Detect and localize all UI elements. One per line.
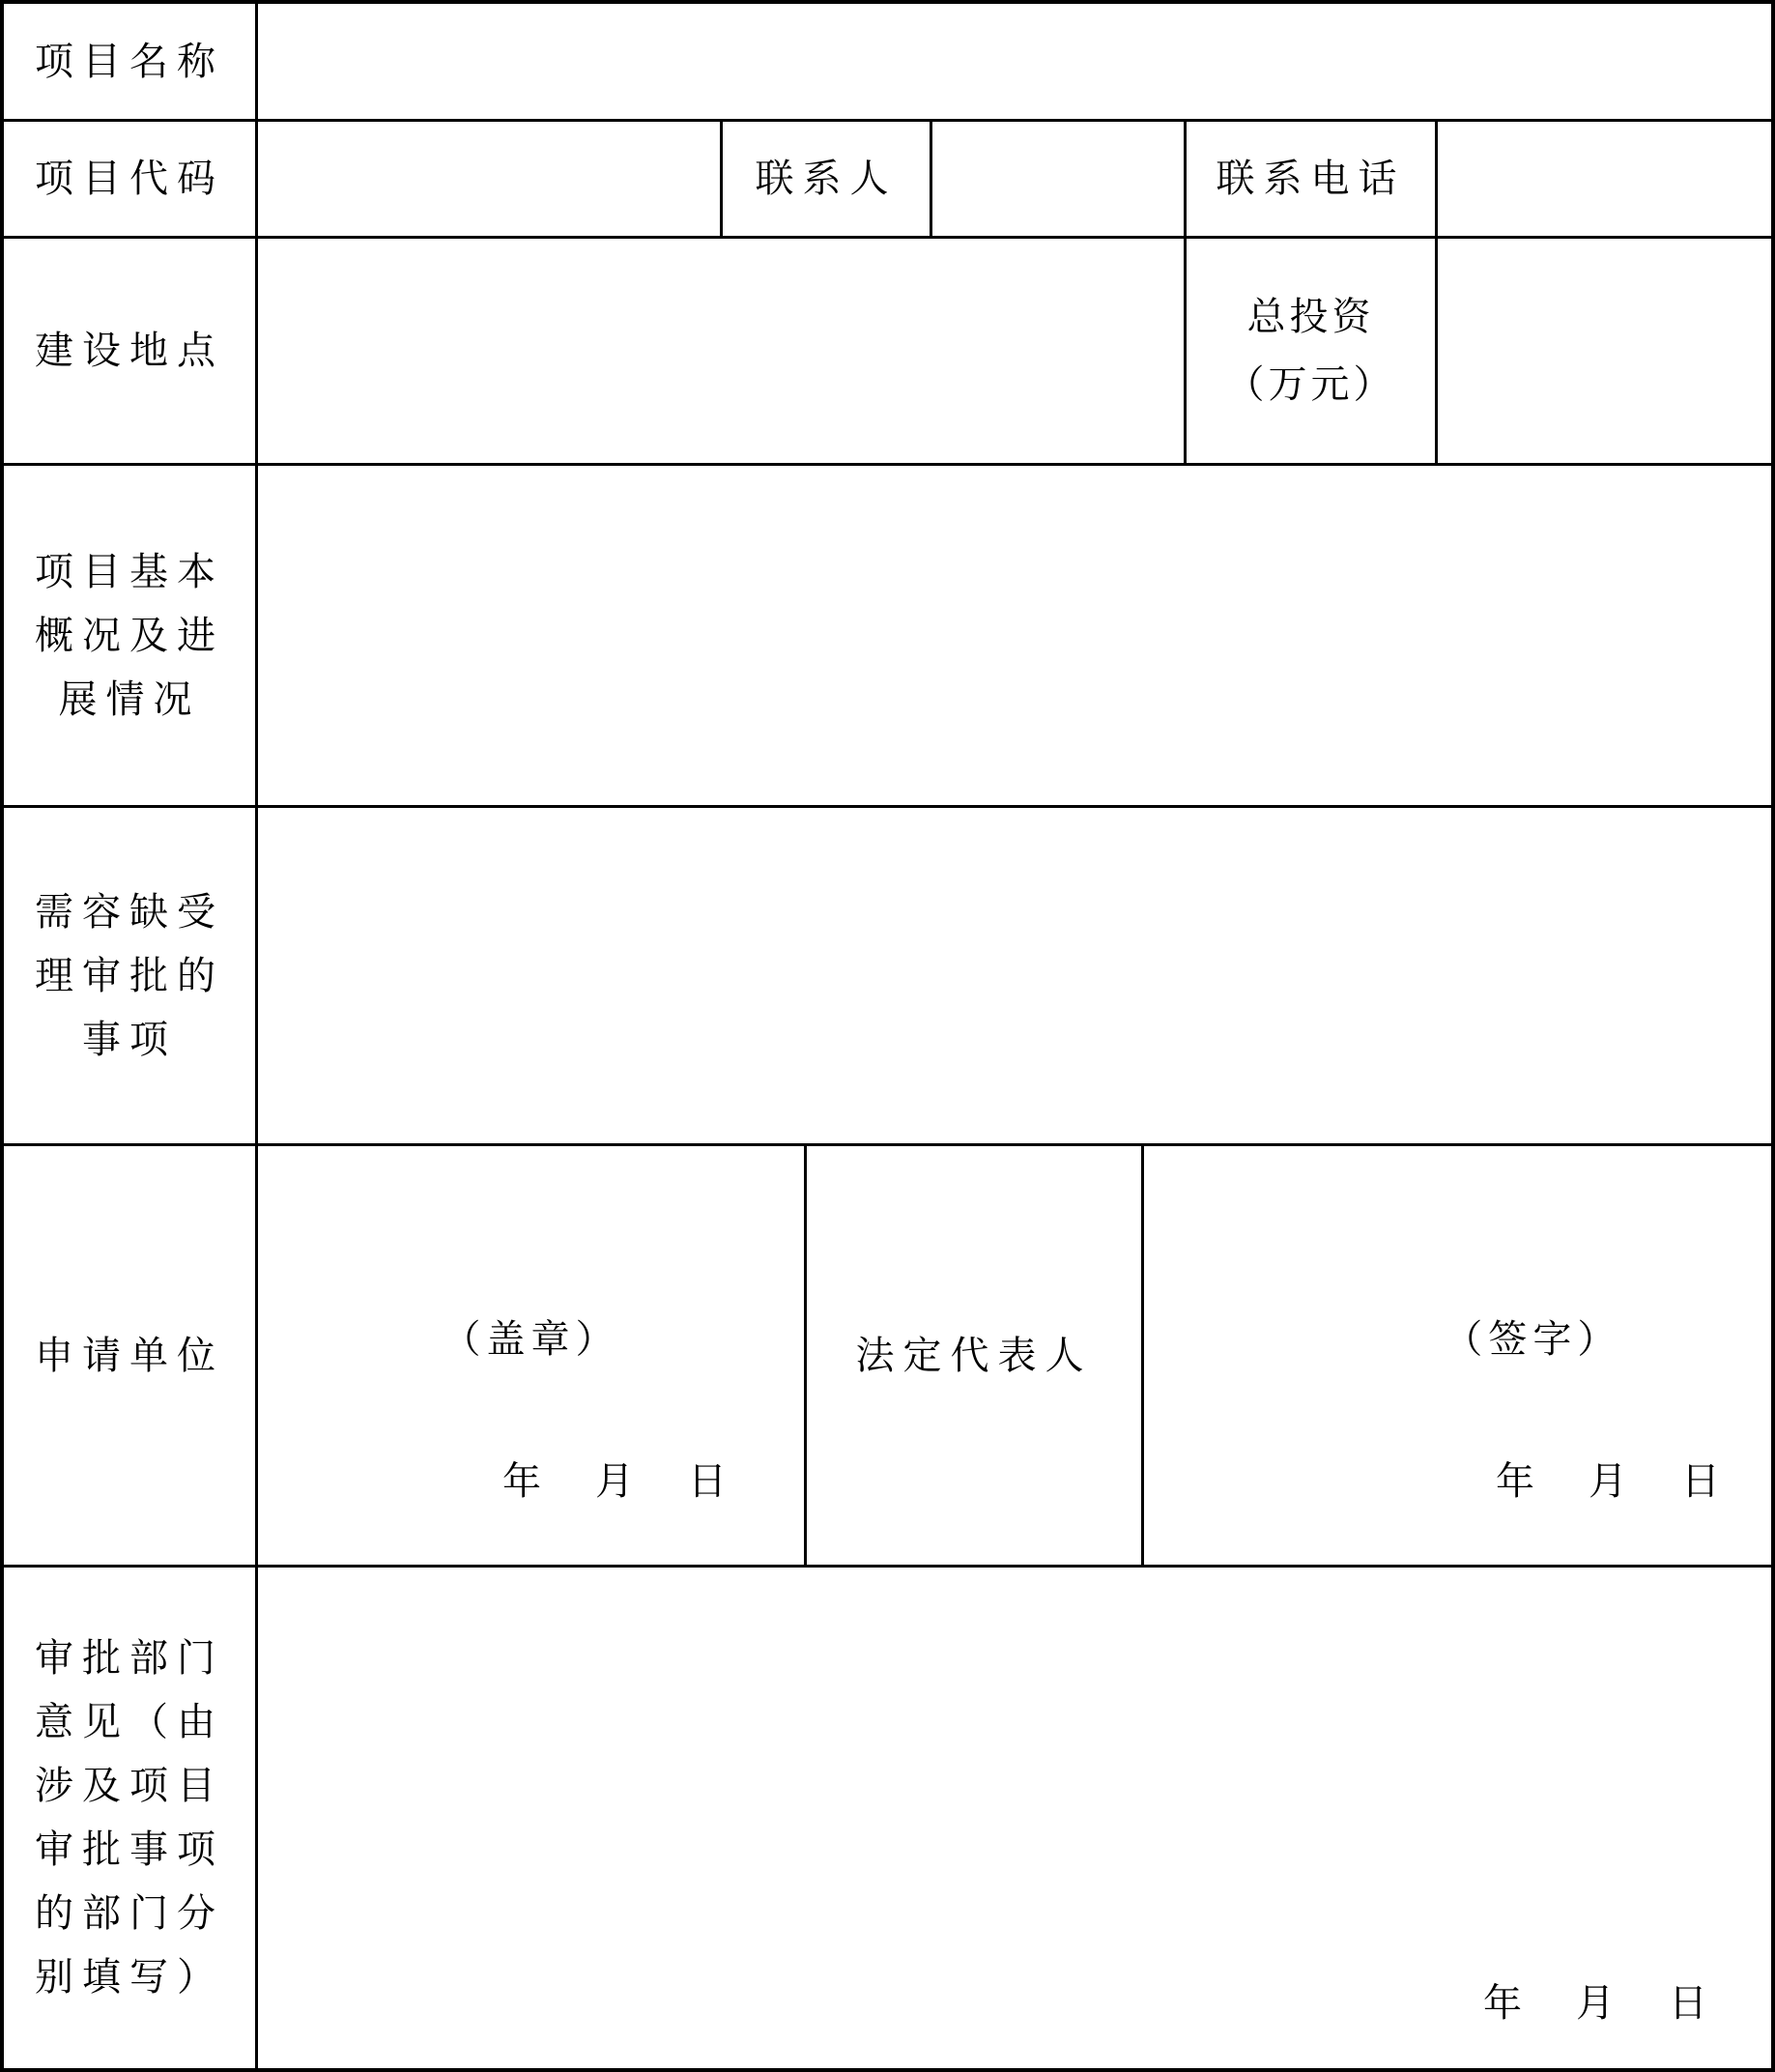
row-project-code xyxy=(4,122,1771,239)
row-project-name xyxy=(4,4,1771,122)
location-label: 建设地点 xyxy=(35,329,224,372)
approval-label: 审批部门意见（由涉及项目审批事项的部门分别填写） xyxy=(35,1636,224,1999)
legal-rep-label-cell xyxy=(807,1146,1144,1565)
location-input-cell[interactable] xyxy=(258,239,1187,463)
applicant-label-cell xyxy=(4,1146,258,1565)
project-code-input-cell[interactable] xyxy=(258,122,723,236)
project-name-label: 项目名称 xyxy=(35,39,224,83)
investment-label-cell xyxy=(1187,239,1438,463)
deficiency-items-label: 需容缺受理审批的事项 xyxy=(35,889,224,1061)
row-applicant xyxy=(4,1146,1771,1568)
overview-label-cell xyxy=(4,466,258,805)
contact-phone-input-cell[interactable] xyxy=(1438,122,1771,236)
seal-note: （盖章） xyxy=(442,1317,620,1361)
investment-label xyxy=(1226,283,1396,418)
overview-label: 项目基本概况及进展情况 xyxy=(35,549,224,721)
contact-person-label: 联系人 xyxy=(755,157,898,200)
location-label-cell xyxy=(4,239,258,463)
contact-phone-label: 联系电话 xyxy=(1216,157,1406,200)
signature-date: 年 月 日 xyxy=(1496,1459,1728,1503)
row-location xyxy=(4,239,1771,466)
row-deficiency-items xyxy=(4,808,1771,1146)
project-code-label: 项目代码 xyxy=(35,157,224,200)
legal-rep-signature-cell[interactable] xyxy=(1144,1146,1771,1565)
approval-opinion-input-cell[interactable] xyxy=(258,1568,1771,2068)
seal-date: 年 月 日 xyxy=(502,1459,734,1503)
row-overview xyxy=(4,466,1771,808)
project-name-input-cell[interactable] xyxy=(258,4,1771,119)
applicant-label: 申请单位 xyxy=(35,1333,224,1377)
deficiency-items-input-cell[interactable] xyxy=(258,808,1771,1143)
approval-date: 年 月 日 xyxy=(1483,1981,1715,2025)
investment-label-line1: 总投资 xyxy=(1246,295,1375,338)
investment-input-cell[interactable] xyxy=(1438,239,1771,463)
row-approval-opinion xyxy=(4,1568,1771,2068)
signature-note: （签字） xyxy=(1444,1317,1622,1361)
contact-person-label-cell xyxy=(723,122,932,236)
project-name-label-cell xyxy=(4,4,258,119)
legal-rep-label: 法定代表人 xyxy=(855,1333,1093,1377)
contact-person-input-cell[interactable] xyxy=(932,122,1187,236)
applicant-seal-cell[interactable] xyxy=(258,1146,807,1565)
contact-phone-label-cell xyxy=(1187,122,1438,236)
project-code-label-cell xyxy=(4,122,258,236)
investment-label-line2: （万元） xyxy=(1225,362,1396,406)
approval-label-cell xyxy=(4,1568,258,2068)
deficiency-items-label-cell xyxy=(4,808,258,1143)
overview-input-cell[interactable] xyxy=(258,466,1771,805)
